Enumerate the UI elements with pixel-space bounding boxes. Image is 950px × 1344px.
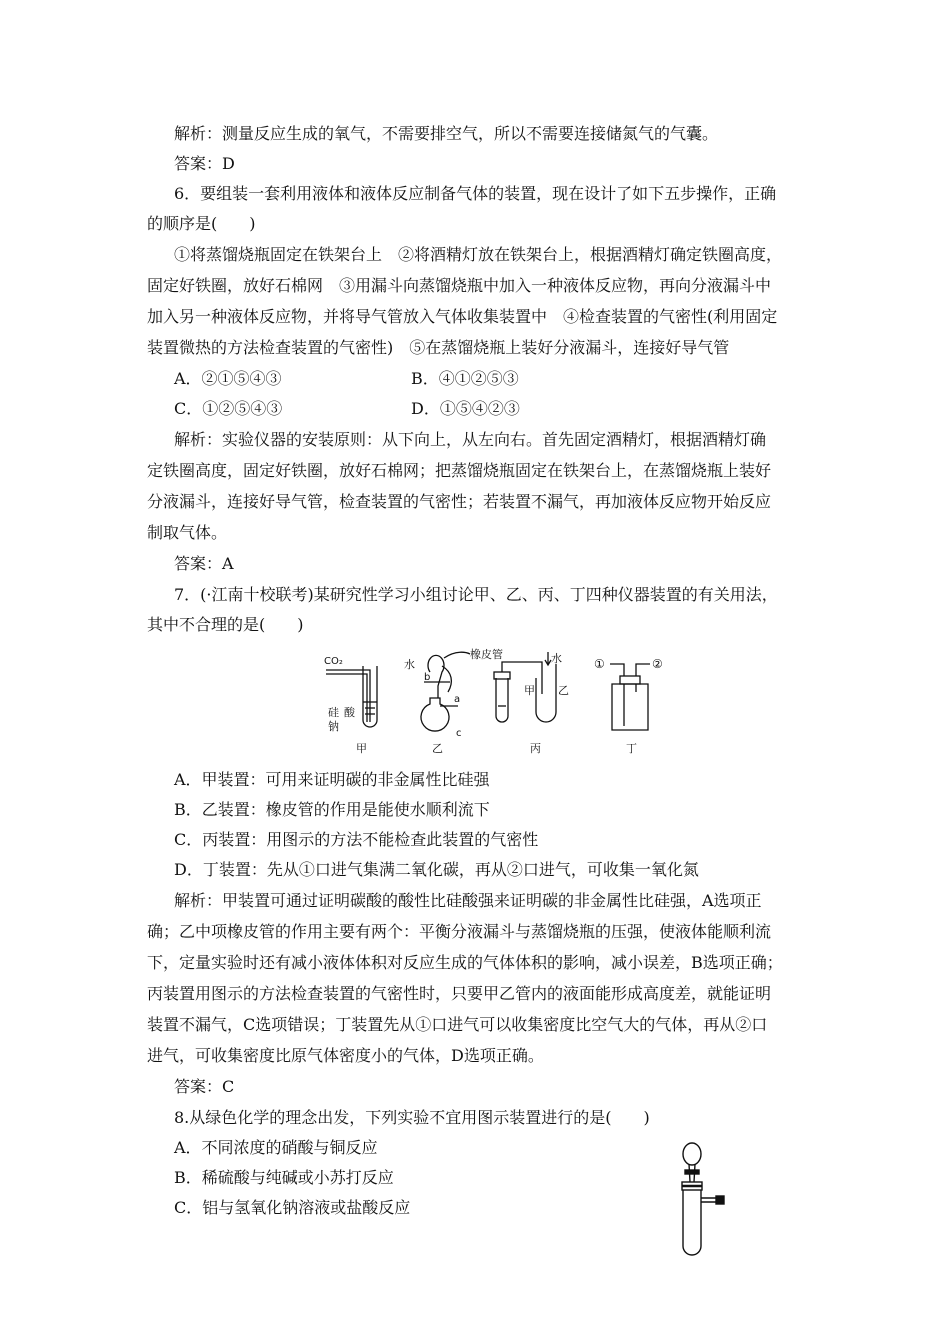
q6-analysis-line1: 解析：实验仪器的安装原则：从下向上，从左向右。首先固定酒精灯，根据酒精灯确 bbox=[174, 430, 767, 449]
q7-stem-line2: 其中不合理的是( ) bbox=[147, 615, 304, 634]
label-c: c bbox=[456, 728, 462, 739]
q6-analysis-line4: 制取气体。 bbox=[147, 523, 228, 542]
q6-answer: 答案：A bbox=[174, 554, 234, 573]
q8-option-b: B．稀硫酸与纯碱或小苏打反应 bbox=[174, 1168, 394, 1187]
q7-analysis-line6: 进气，可收集密度比原气体密度小的气体，D选项正确。 bbox=[147, 1046, 544, 1065]
caption-yi: 乙 bbox=[432, 742, 443, 755]
q5-answer: 答案：D bbox=[174, 154, 235, 173]
q7-analysis-line1: 解析：甲装置可通过证明碳酸的酸性比硅酸强来证明碳的非金属性比硅强，A选项正 bbox=[174, 891, 762, 910]
q7-analysis-line2: 确；乙中项橡皮管的作用主要有两个：平衡分液漏斗与蒸馏烧瓶的压强，使液体能顺利流 bbox=[147, 922, 772, 941]
q7-analysis-line5: 装置不漏气，C选项错误；丁装置先从①口进气可以收集密度比空气大的气体，再从②口 bbox=[147, 1015, 768, 1034]
label-a: a bbox=[454, 694, 461, 705]
co2-label: CO₂ bbox=[324, 656, 343, 667]
q6-option-b: B．④①②⑤③ bbox=[411, 369, 519, 388]
q6-steps-line1: ①将蒸馏烧瓶固定在铁架台上 ②将酒精灯放在铁架台上，根据酒精灯确定铁圈高度， bbox=[174, 245, 783, 264]
q7-apparatus-figure bbox=[320, 642, 700, 757]
q8-option-c: C．铝与氢氧化钠溶液或盐酸反应 bbox=[174, 1198, 411, 1217]
port-2-label: ② bbox=[652, 657, 663, 671]
q6-steps-line2: 固定好铁圈，放好石棉网 ③用漏斗向蒸馏烧瓶中加入一种液体反应物，再向分液漏斗中 bbox=[147, 276, 772, 295]
silicate-label-3: 钠 bbox=[328, 720, 339, 733]
q7-answer: 答案：C bbox=[174, 1077, 235, 1096]
q7-option-d: D．丁装置：先从①口进气集满二氧化碳，再从②口进气，可收集一氧化氮 bbox=[174, 860, 699, 879]
apparatus-ding bbox=[610, 664, 650, 730]
q6-steps-line4: 装置微热的方法检查装置的气密性) ⑤在蒸馏烧瓶上装好分液漏斗，连接好导气管 bbox=[147, 338, 730, 357]
silicate-label-2: 酸 bbox=[344, 706, 355, 719]
q6-option-a: A．②①⑤④③ bbox=[174, 369, 282, 388]
q7-analysis-line3: 下，定量实验时还有减小液体体积对反应生成的气体体积的影响，减小误差，B选项正确； bbox=[147, 953, 783, 972]
q6-option-c: C．①②⑤④③ bbox=[174, 399, 283, 418]
q5-analysis: 解析：测量反应生成的氧气，不需要排空气，所以不需要连接储氮气的气囊。 bbox=[174, 124, 719, 143]
q6-stem-line1: 6．要组装一套利用液体和液体反应制备气体的装置，现在设计了如下五步操作，正确 bbox=[174, 184, 777, 203]
label-b: b bbox=[424, 672, 431, 683]
q6-stem-line2: 的顺序是( ) bbox=[147, 214, 256, 233]
caption-jia: 甲 bbox=[356, 742, 367, 755]
q7-option-b: B．乙装置：橡皮管的作用是能使水顺利流下 bbox=[174, 800, 490, 819]
q7-analysis-line4: 丙装置用图示的方法检查装置的气密性时，只要甲乙管内的液面能形成高度差，就能证明 bbox=[147, 984, 772, 1003]
caption-bing: 丙 bbox=[530, 742, 541, 755]
tube-jia-label: 甲 bbox=[524, 684, 535, 697]
caption-ding: 丁 bbox=[626, 742, 637, 755]
q7-option-a: A．甲装置：可用来证明碳的非金属性比硅强 bbox=[174, 770, 490, 789]
q8-apparatus-figure bbox=[670, 1138, 730, 1260]
q8-option-a: A．不同浓度的硝酸与铜反应 bbox=[174, 1138, 378, 1157]
q7-stem-line1: 7．(·江南十校联考)某研究性学习小组讨论甲、乙、丙、丁四种仪器装置的有关用法， bbox=[174, 585, 778, 604]
q8-stem: 8.从绿色化学的理念出发，下列实验不宜用图示装置进行的是( ) bbox=[174, 1108, 650, 1127]
q6-steps-line3: 加入另一种液体反应物，并将导气管放入气体收集装置中 ④检查装置的气密性(利用固定 bbox=[147, 307, 778, 326]
tube-yi-label: 乙 bbox=[558, 684, 569, 697]
q7-option-c: C．丙装置：用图示的方法不能检查此装置的气密性 bbox=[174, 830, 539, 849]
silicate-label-1: 硅 bbox=[328, 706, 339, 719]
water-label: 水 bbox=[404, 658, 415, 671]
apparatus-yi bbox=[421, 652, 470, 731]
water-arrow-label: 水 bbox=[551, 652, 562, 665]
port-1-label: ① bbox=[594, 657, 605, 671]
q6-analysis-line3: 分液漏斗，连接好导气管，检查装置的气密性；若装置不漏气，再加液体反应物开始反应 bbox=[147, 492, 772, 511]
q6-option-d: D．①⑤④②③ bbox=[411, 399, 520, 418]
q6-analysis-line2: 定铁圈高度，固定好铁圈，放好石棉网；把蒸馏烧瓶固定在铁架台上，在蒸馏烧瓶上装好 bbox=[147, 461, 772, 480]
rubber-tube-label: 橡皮管 bbox=[470, 648, 503, 661]
